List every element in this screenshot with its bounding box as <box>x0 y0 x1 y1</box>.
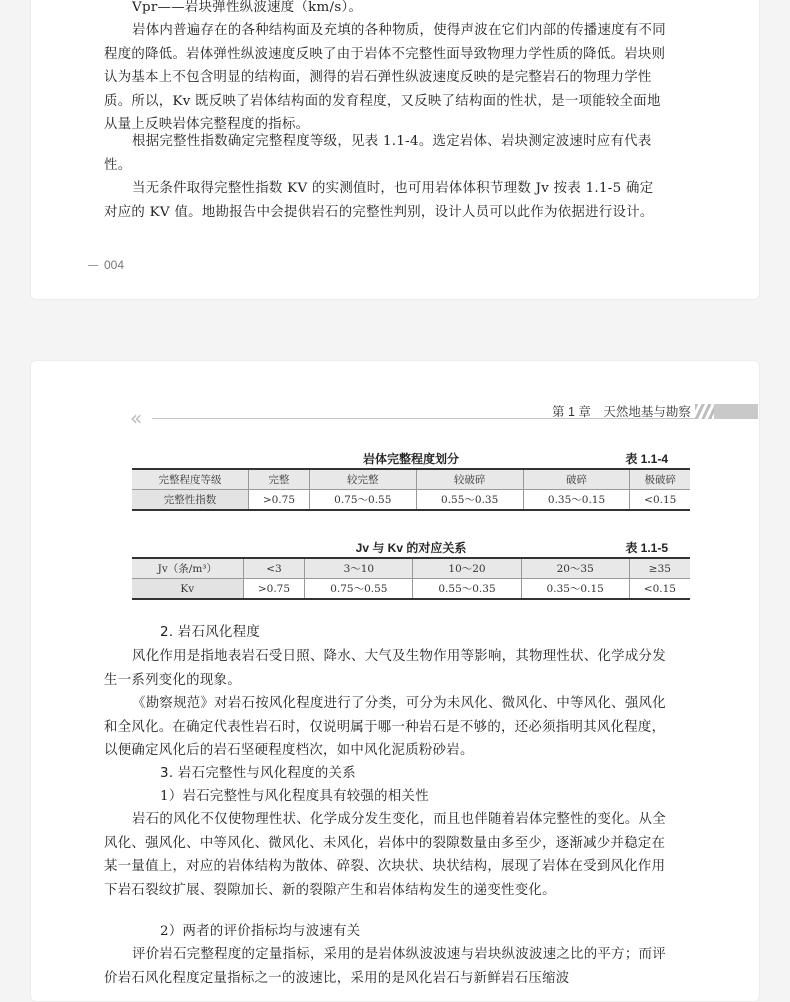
table-row <box>132 490 690 511</box>
integrity-table <box>132 468 690 511</box>
table-cell: Jv（条/m³） <box>132 558 243 579</box>
table-cell: <0.15 <box>629 579 690 600</box>
jv-kv-table <box>132 557 690 600</box>
table-cell: <3 <box>243 558 305 579</box>
page-number-dash <box>88 265 98 266</box>
table-cell: >0.75 <box>248 490 309 511</box>
table-cell: 0.75～0.55 <box>309 490 416 511</box>
table-cell: 0.75～0.55 <box>305 579 413 600</box>
table-cell: 较破碎 <box>416 469 523 490</box>
table-cell: 完整程度等级 <box>132 469 248 490</box>
table-cell: 10～20 <box>413 558 521 579</box>
paragraph-wave-velocity-index: 评价岩石完整程度的定量指标，采用的是岩体纵波波速与岩块纵波波速之比的平方；而评价岩石风化程度定量指标之一的波速比，采用的是风化岩石与新鲜岩石压缩波 <box>104 947 666 986</box>
table-cell: 0.35～0.15 <box>523 490 630 511</box>
table-cell: 极破碎 <box>630 469 690 490</box>
chevron-left-icon: « <box>130 406 139 430</box>
table-row <box>132 558 690 579</box>
table-cell: 完整 <box>248 469 309 490</box>
table-cell: 完整性指数 <box>132 490 248 511</box>
page-number <box>88 258 124 272</box>
section-heading-weathering: 2. 岩石风化程度 <box>160 625 261 640</box>
paragraph-integrity-level: 根据完整性指数确定完整程度等级，见表 1.1-4。选定岩体、岩块测定波速时应有代表性。 <box>104 134 652 173</box>
table-cell: ≥35 <box>629 558 690 579</box>
paragraph-weathering-classification: 《勘察规范》对岩石按风化程度进行了分类，可分为未风化、微风化、中等风化、强风化和全风化。在确定代表性岩石时，仅说明属于哪一种岩石是不够的，还必须指明其风化程度，以便确定风化后的岩石坚硬程度档次，如中风化泥质粉砂岩。 <box>104 696 666 758</box>
paragraph-correlation: 岩石的风化不仅使物理性状、化学成分发生变化，而且也伴随着岩体完整性的变化。从全风化、强风化、中等风化、微风化、未风化，岩体中的裂隙数量由多至少，逐渐减少并稳定在某一量值上，对应的岩体结构为散体、碎裂、次块状、块状结构，展现了岩体在受到风化作用下岩石裂纹扩展、裂隙加长、新的裂隙产生和岩体结构发生的递变性变化。 <box>104 812 666 898</box>
table-cell: Kv <box>132 579 243 600</box>
subheading-wave-velocity: 2）两者的评价指标均与波速有关 <box>160 924 361 939</box>
table-cell: 较完整 <box>309 469 416 490</box>
table-cell: >0.75 <box>243 579 305 600</box>
paragraph-wave-velocity: 岩体内普遍存在的各种结构面及充填的各种物质，使得声波在它们内部的传播速度有不同程度的降低。岩体弹性纵波速度反映了由于岩体不完整性面导致物理力学性质的降低。岩块则认为基本上不包含明显的结构面，测得的岩石弹性纵波速度反映的是完整岩石的物理力学性质。所以，Kv 既反映了岩体结构面的发育程度，又反映了结构面的性状，是一项能较全面地从量上反映岩体完整程度的指标。 <box>104 23 666 132</box>
table-cell: 0.35～0.15 <box>521 579 629 600</box>
table2-title: Jv 与 Kv 的对应关系 <box>355 541 467 555</box>
table2-label: 表 1.1-5 <box>625 541 668 555</box>
paragraph-weathering-definition: 风化作用是指地表岩石受日照、降水、大气及生物作用等影响，其物理性状、化学成分发生一系列变化的现象。 <box>104 649 666 688</box>
subheading-correlation: 1）岩石完整性与风化程度具有较强的相关性 <box>160 789 429 804</box>
table-cell: <0.15 <box>630 490 690 511</box>
table-row <box>132 579 690 600</box>
header-stripe-decoration <box>695 404 758 419</box>
table-cell: 破碎 <box>523 469 630 490</box>
chapter-title: 第 1 章 天然地基与勘察 <box>552 405 691 419</box>
table1-title: 岩体完整程度划分 <box>362 452 459 466</box>
paragraph-kv-alternative: 当无条件取得完整性指数 KV 的实测值时，也可用岩体体积节理数 Jv 按表 1.1-5 确定对应的 KV 值。地勘报告中会提供岩石的完整性判别，设计人员可以此作为依据进行设计。 <box>104 181 654 220</box>
section-heading-relationship: 3. 岩石完整性与风化程度的关系 <box>160 766 356 781</box>
table-cell: 0.55～0.35 <box>413 579 521 600</box>
table-cell: 20～35 <box>521 558 629 579</box>
vpr-definition: Vpr——岩块弹性纵波速度（km/s）。 <box>132 0 363 15</box>
page-number-text: 004 <box>104 258 125 272</box>
table1-label: 表 1.1-4 <box>625 452 668 466</box>
table-row <box>132 469 690 490</box>
table-cell: 3～10 <box>305 558 413 579</box>
table-cell: 0.55～0.35 <box>416 490 523 511</box>
